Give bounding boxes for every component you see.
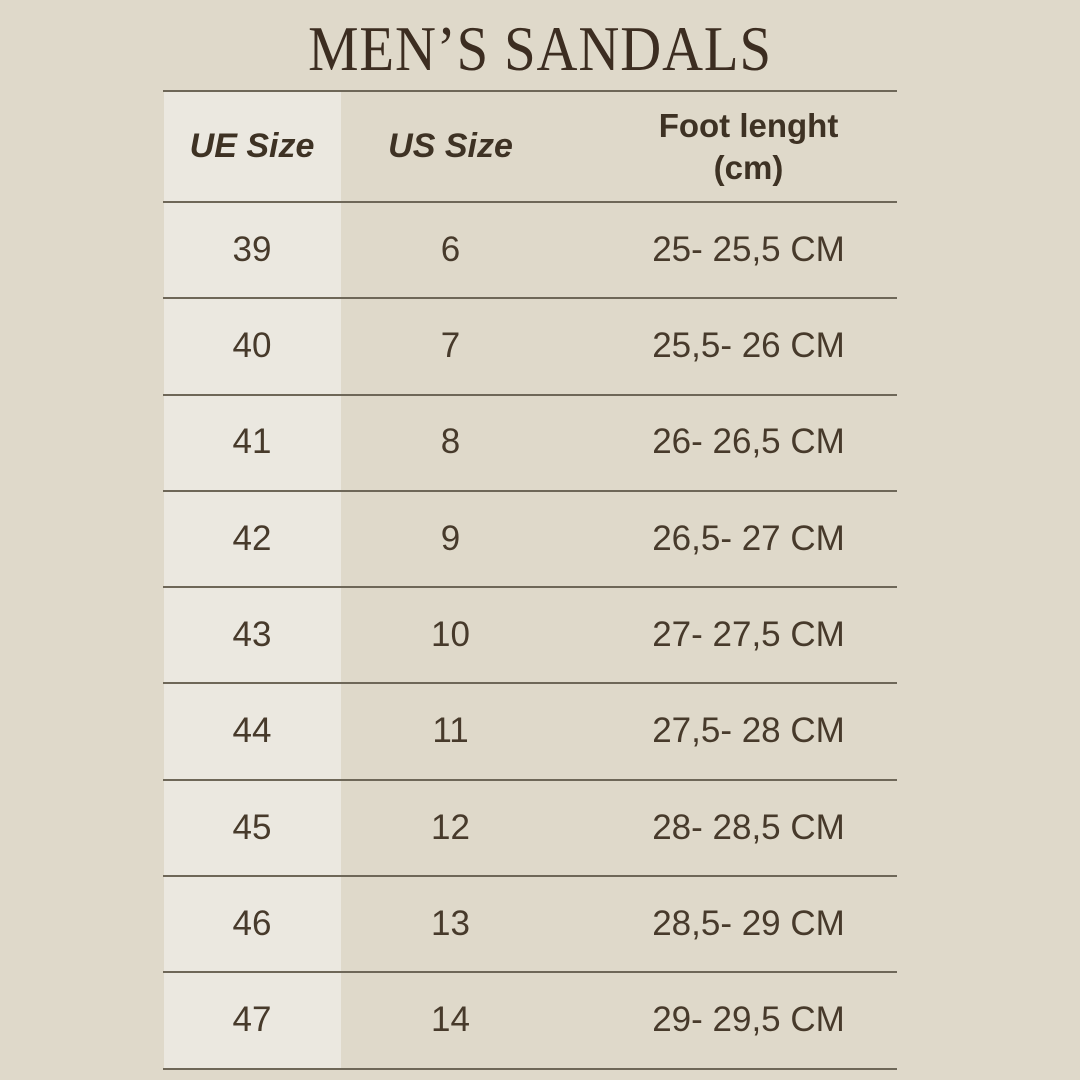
ue-size-cell: 39 <box>232 229 272 269</box>
foot-length-cell: 25- 25,5 CM <box>652 229 845 269</box>
foot-length-cell: 25,5- 26 CM <box>652 326 845 366</box>
table-row <box>163 971 897 1067</box>
us-size-cell: 14 <box>431 1000 470 1040</box>
ue-size-cell: 45 <box>232 807 272 847</box>
ue-size-cell: 40 <box>232 326 272 366</box>
table-row <box>163 779 897 875</box>
us-size-cell: 13 <box>431 903 470 943</box>
table-row <box>163 201 897 297</box>
ue-size-cell: 47 <box>232 1000 272 1040</box>
table-row <box>163 586 897 682</box>
us-size-cell: 12 <box>431 807 470 847</box>
table-body <box>163 201 897 1068</box>
header-foot-length-line2: (cm) <box>713 148 784 186</box>
header-us-size: US Size <box>388 126 513 165</box>
ue-size-cell: 41 <box>232 422 272 462</box>
table-row <box>163 394 897 490</box>
table-row <box>163 875 897 971</box>
foot-length-cell: 28- 28,5 CM <box>652 807 845 847</box>
us-size-cell: 8 <box>440 422 461 462</box>
size-table <box>163 90 897 1070</box>
foot-length-cell: 27- 27,5 CM <box>652 615 845 655</box>
ue-size-cell: 43 <box>232 615 272 655</box>
table-header-row <box>163 90 897 201</box>
us-size-cell: 10 <box>431 615 470 655</box>
ue-size-cell: 42 <box>232 518 272 558</box>
us-size-cell: 9 <box>440 518 461 558</box>
foot-length-cell: 28,5- 29 CM <box>652 903 845 943</box>
table-row <box>163 297 897 393</box>
foot-length-cell: 26,5- 27 CM <box>652 518 845 558</box>
header-foot-length-line1: Foot lenght <box>658 106 839 144</box>
table-row <box>163 490 897 586</box>
header-foot-length <box>560 105 897 189</box>
page-title: MEN’S SANDALS <box>308 14 772 84</box>
us-size-cell: 6 <box>440 229 461 269</box>
foot-length-cell: 27,5- 28 CM <box>652 711 845 751</box>
header-ue-size: UE Size <box>189 126 315 165</box>
us-size-cell: 11 <box>432 711 469 751</box>
table-row <box>163 682 897 778</box>
ue-size-cell: 46 <box>232 903 272 943</box>
foot-length-cell: 26- 26,5 CM <box>652 422 845 462</box>
foot-length-cell: 29- 29,5 CM <box>652 1000 845 1040</box>
us-size-cell: 7 <box>440 326 461 366</box>
ue-size-cell: 44 <box>232 711 272 751</box>
